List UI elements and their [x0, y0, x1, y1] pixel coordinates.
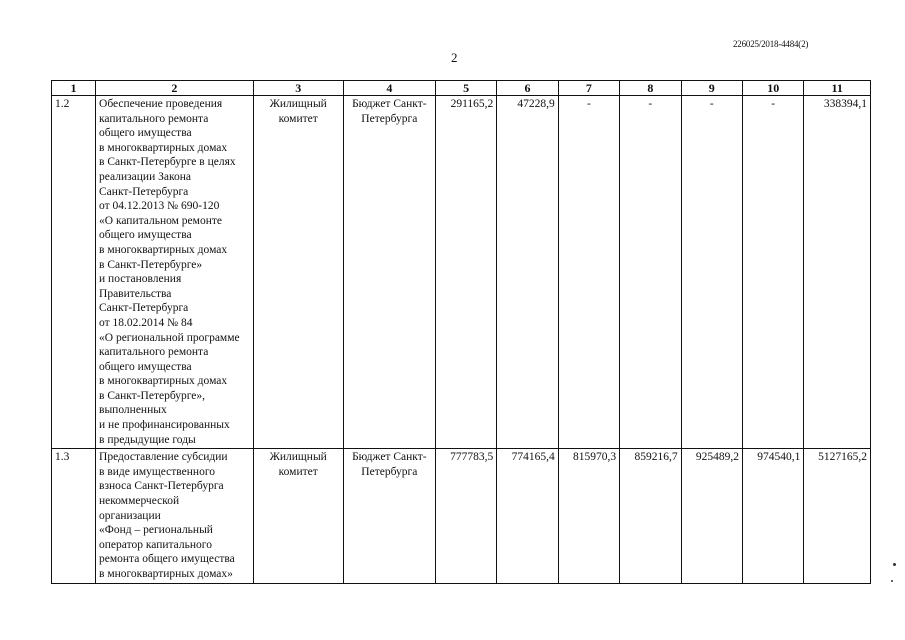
row-number-cell: 1.2 [52, 96, 96, 449]
value-cell: - [620, 96, 681, 449]
description-line: Обеспечение проведения [99, 98, 223, 110]
column-header: 6 [497, 81, 558, 96]
description-line: от 04.12.2013 № 690-120 [99, 200, 220, 213]
value-cell: 5127165,2 [804, 449, 871, 583]
value-cell: 974540,1 [742, 449, 803, 583]
description-line: организации [99, 509, 161, 522]
description-line: в Санкт-Петербурге в целях [99, 156, 236, 169]
scan-speck [891, 580, 893, 582]
column-header: 2 [96, 81, 254, 96]
column-header: 5 [435, 81, 496, 96]
value-cell: 291165,2 [435, 96, 496, 449]
description-line: в Санкт-Петербурге» [99, 258, 203, 271]
description-line: некоммерческой [99, 495, 180, 508]
value-cell: - [558, 96, 619, 449]
funding-source-cell: Бюджет Санкт-Петербурга [343, 96, 435, 449]
description-line: и не профинансированных [99, 419, 230, 432]
description-line: капитального ремонта [99, 112, 209, 125]
table-row [52, 96, 871, 449]
value-cell: - [681, 96, 742, 449]
value-cell: 859216,7 [620, 449, 681, 583]
value-cell: 815970,3 [558, 449, 619, 583]
column-header: 10 [742, 81, 803, 96]
description-line: в многоквартирных домах [99, 141, 228, 154]
funding-source-cell: Бюджет Санкт-Петербурга [343, 449, 435, 583]
row-number-cell: 1.3 [52, 449, 96, 583]
description-line: «О региональной программе [99, 331, 240, 344]
description-line: выполненных [99, 404, 167, 417]
value-cell: - [742, 96, 803, 449]
description-line: в многоквартирных домах [99, 375, 228, 388]
column-header: 3 [253, 81, 343, 96]
description-line: в виде имущественного [99, 465, 215, 478]
description-line: «О капитальном ремонте [99, 214, 222, 227]
header-row [52, 81, 871, 96]
scan-speck [893, 563, 896, 566]
column-header: 4 [343, 81, 435, 96]
description-cell [96, 96, 254, 449]
description-line: Санкт-Петербурга [99, 185, 189, 198]
description-line: в многоквартирных домах» [99, 568, 233, 580]
value-cell: 774165,4 [497, 449, 558, 583]
value-cell: 925489,2 [681, 449, 742, 583]
description-line: капитального ремонта [99, 346, 209, 359]
description-line: Правительства [99, 287, 172, 300]
description-line: общего имущества [99, 229, 192, 242]
description-line: в многоквартирных домах [99, 243, 228, 256]
description-cell [96, 449, 254, 583]
description-line: в Санкт-Петербурге», [99, 389, 206, 402]
column-header: 9 [681, 81, 742, 96]
description-line: и постановления [99, 273, 182, 286]
description-line: от 18.02.2014 № 84 [99, 316, 193, 329]
column-header: 11 [804, 81, 871, 96]
column-header: 7 [558, 81, 619, 96]
budget-table [51, 80, 871, 584]
table-row [52, 449, 871, 583]
description-line: Санкт-Петербурга [99, 302, 189, 315]
description-line: общего имущества [99, 127, 192, 140]
description-line: оператор капитального [99, 538, 212, 551]
document-id: 226025/2018-4484(2) [733, 39, 809, 49]
column-header: 8 [620, 81, 681, 96]
executor-cell: Жилищный комитет [253, 96, 343, 449]
column-header: 1 [52, 81, 96, 96]
description-line: Предоставление субсидии [99, 451, 228, 464]
value-cell: 47228,9 [497, 96, 558, 449]
page-number: 2 [451, 50, 458, 65]
description-line: реализации Закона [99, 170, 191, 183]
description-line: «Фонд – региональный [99, 524, 213, 537]
description-line: ремонта общего имущества [99, 553, 235, 566]
description-line: в предыдущие годы [99, 433, 196, 446]
description-line: общего имущества [99, 360, 192, 373]
executor-cell: Жилищный комитет [253, 449, 343, 583]
description-line: взноса Санкт-Петербурга [99, 480, 224, 493]
value-cell: 338394,1 [804, 96, 871, 449]
value-cell: 777783,5 [435, 449, 496, 583]
